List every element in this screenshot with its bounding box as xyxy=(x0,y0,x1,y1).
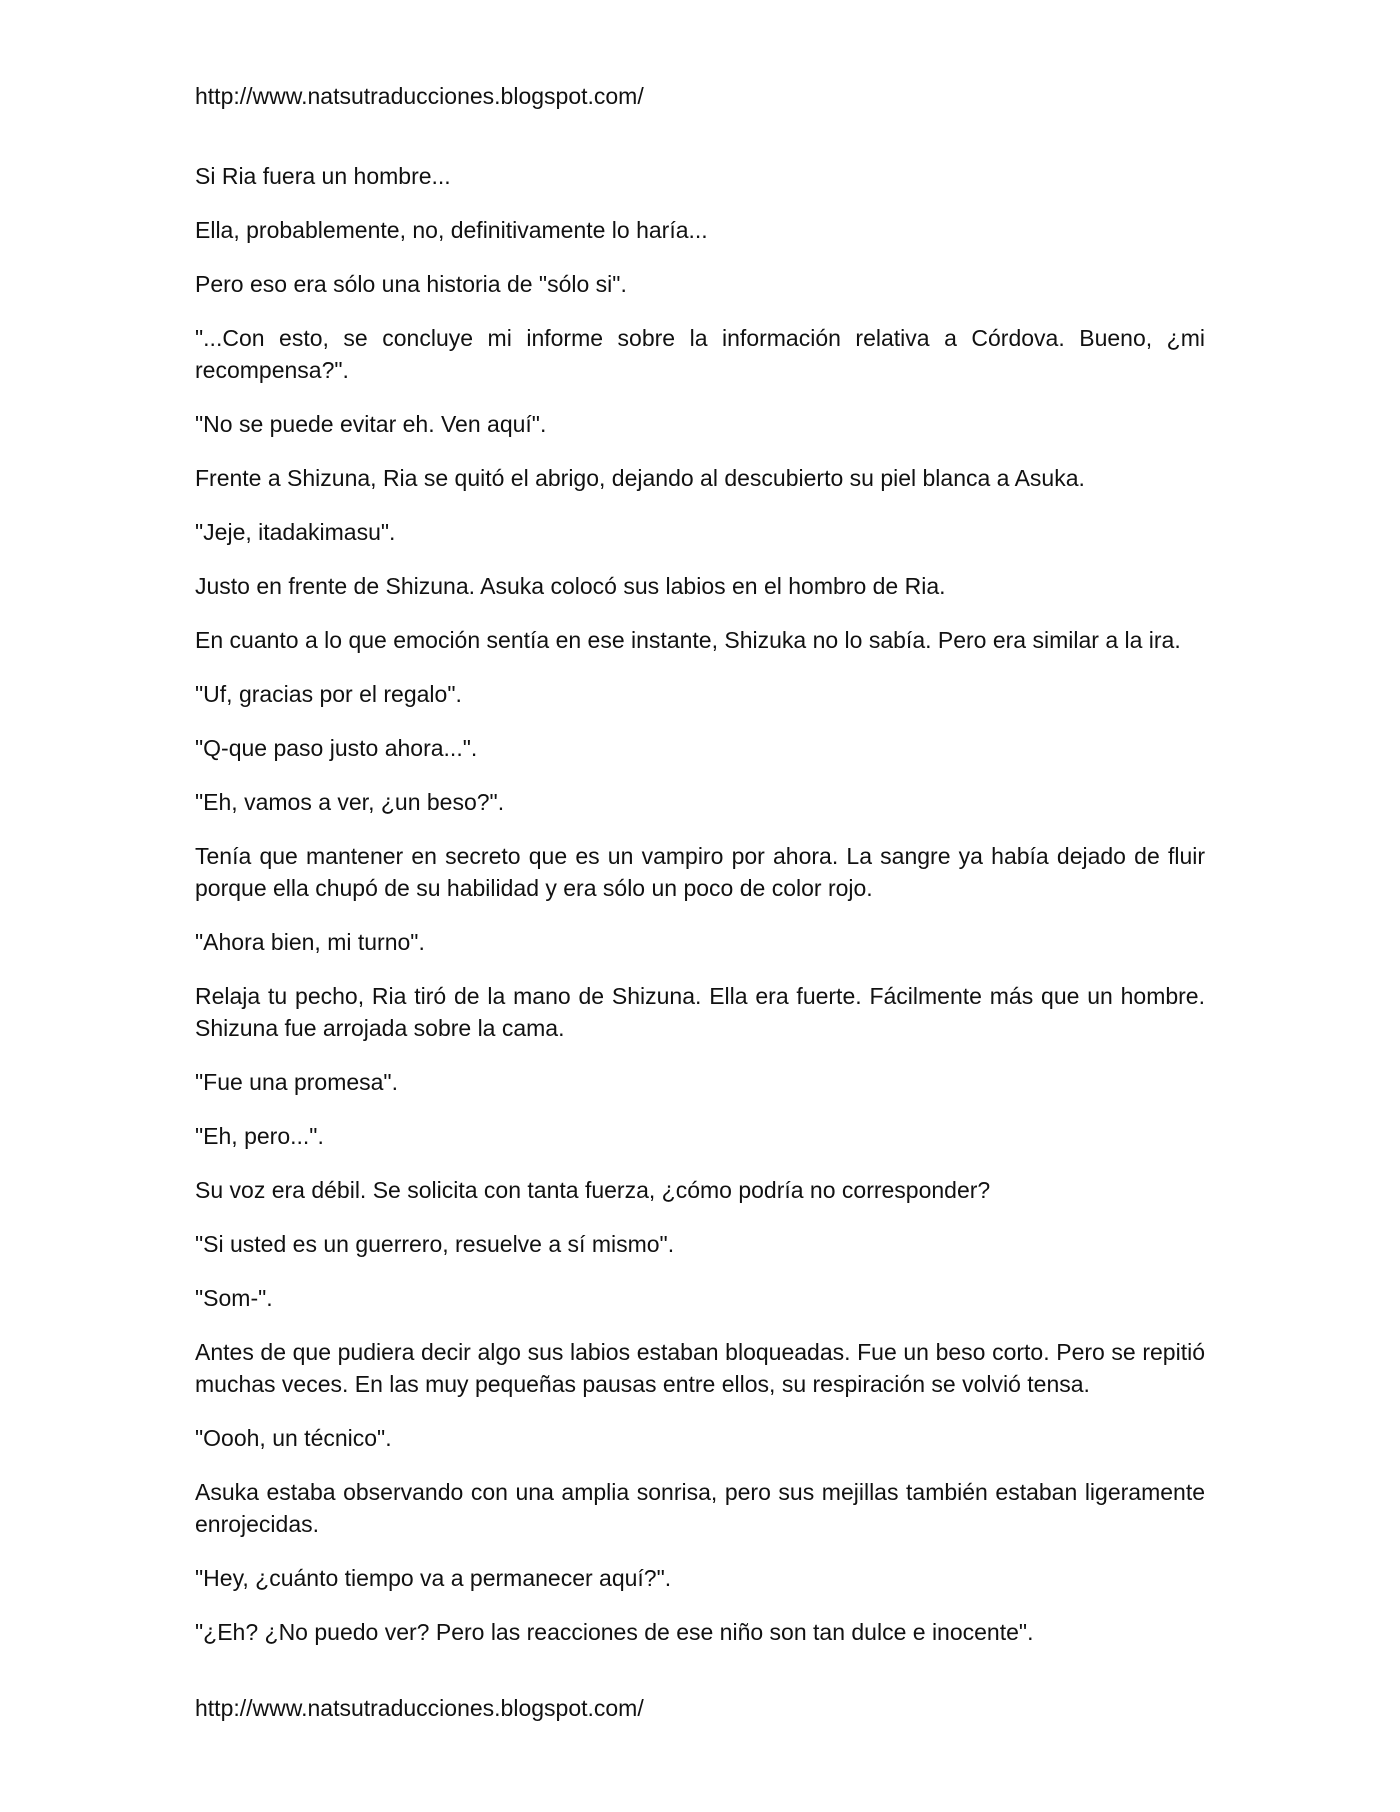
paragraph: "Q-que paso justo ahora...". xyxy=(195,735,478,761)
paragraph: "Si usted es un guerrero, resuelve a sí mismo". xyxy=(195,1231,675,1257)
paragraph: Frente a Shizuna, Ria se quitó el abrigo, dejando al descubierto su piel blanca a Asuka. xyxy=(195,465,1085,491)
paragraph: Si Ria fuera un hombre... xyxy=(195,163,451,189)
paragraph: Relaja tu pecho, Ria tiró de la mano de Shizuna. Ella era fuerte. Fácilmente más que un hombre. Shizuna fue arrojada sobre la cama. xyxy=(195,983,1205,1041)
paragraph: "No se puede evitar eh. Ven aquí". xyxy=(195,411,547,437)
paragraph: "...Con esto, se concluye mi informe sobre la información relativa a Córdova. Bueno, ¿mi recompensa?". xyxy=(195,325,1205,383)
header-url[interactable]: http://www.natsutraducciones.blogspot.com/ xyxy=(195,83,644,109)
document-body xyxy=(195,160,1205,1670)
paragraph: Pero eso era sólo una historia de "sólo si". xyxy=(195,271,627,297)
paragraph: "Eh, vamos a ver, ¿un beso?". xyxy=(195,789,505,815)
paragraph: Ella, probablemente, no, definitivamente lo haría... xyxy=(195,217,708,243)
paragraph: En cuanto a lo que emoción sentía en ese instante, Shizuka no lo sabía. Pero era similar a la ira. xyxy=(195,627,1181,653)
paragraph: "Eh, pero...". xyxy=(195,1123,324,1149)
paragraph: Justo en frente de Shizuna. Asuka colocó sus labios en el hombro de Ria. xyxy=(195,573,946,599)
paragraph: "Hey, ¿cuánto tiempo va a permanecer aquí?". xyxy=(195,1565,672,1591)
paragraph: "Som-". xyxy=(195,1285,273,1311)
paragraph: "¿Eh? ¿No puedo ver? Pero las reacciones de ese niño son tan dulce e inocente". xyxy=(195,1619,1034,1645)
footer-url[interactable]: http://www.natsutraducciones.blogspot.com/ xyxy=(195,1695,644,1721)
paragraph: "Oooh, un técnico". xyxy=(195,1425,392,1451)
paragraph: Asuka estaba observando con una amplia sonrisa, pero sus mejillas también estaban ligeramente enrojecidas. xyxy=(195,1479,1205,1537)
paragraph: "Jeje, itadakimasu". xyxy=(195,519,396,545)
paragraph: Antes de que pudiera decir algo sus labios estaban bloqueadas. Fue un beso corto. Pero se repitió muchas veces. En las muy pequeñas pausas entre ellos, su respiración se volvió tensa. xyxy=(195,1339,1205,1397)
paragraph: Su voz era débil. Se solicita con tanta fuerza, ¿cómo podría no corresponder? xyxy=(195,1177,991,1203)
paragraph: "Fue una promesa". xyxy=(195,1069,398,1095)
paragraph: Tenía que mantener en secreto que es un vampiro por ahora. La sangre ya había dejado de fluir porque ella chupó de su habilidad y era sólo un poco de color rojo. xyxy=(195,843,1205,901)
paragraph: "Uf, gracias por el regalo". xyxy=(195,681,462,707)
paragraph: "Ahora bien, mi turno". xyxy=(195,929,425,955)
